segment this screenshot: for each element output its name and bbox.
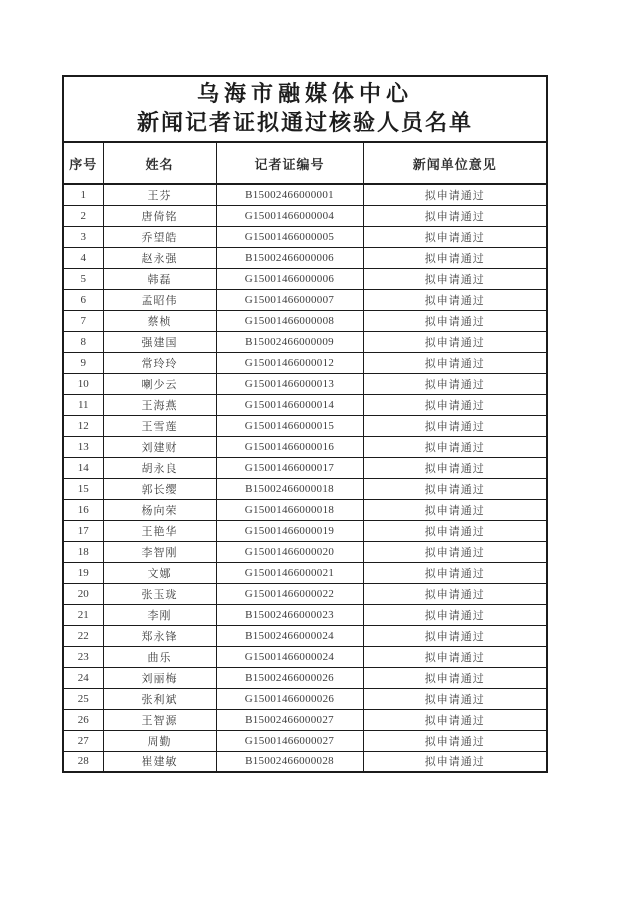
cell-card-number: B15002466000023 <box>216 604 363 625</box>
cell-name: 张玉珑 <box>103 583 216 604</box>
cell-name: 王芬 <box>103 184 216 205</box>
table-row <box>63 520 547 541</box>
cell-card-number: G15001466000021 <box>216 562 363 583</box>
table-body <box>63 184 547 772</box>
cell-name: 李刚 <box>103 604 216 625</box>
cell-card-number: G15001466000024 <box>216 646 363 667</box>
table-row <box>63 226 547 247</box>
table-row <box>63 499 547 520</box>
cell-opinion: 拟申请通过 <box>363 394 547 415</box>
table-row <box>63 646 547 667</box>
cell-index: 16 <box>63 499 103 520</box>
cell-opinion: 拟申请通过 <box>363 751 547 772</box>
cell-opinion: 拟申请通过 <box>363 625 547 646</box>
cell-card-number: G15001466000006 <box>216 268 363 289</box>
cell-name: 刘建财 <box>103 436 216 457</box>
cell-opinion: 拟申请通过 <box>363 583 547 604</box>
cell-opinion: 拟申请通过 <box>363 289 547 310</box>
table-row <box>63 562 547 583</box>
cell-index: 6 <box>63 289 103 310</box>
cell-name: 郑永锋 <box>103 625 216 646</box>
cell-index: 5 <box>63 268 103 289</box>
cell-opinion: 拟申请通过 <box>363 646 547 667</box>
cell-index: 22 <box>63 625 103 646</box>
cell-name: 崔建敏 <box>103 751 216 772</box>
cell-index: 19 <box>63 562 103 583</box>
cell-name: 王艳华 <box>103 520 216 541</box>
cell-index: 25 <box>63 688 103 709</box>
table-row <box>63 583 547 604</box>
cell-index: 4 <box>63 247 103 268</box>
cell-card-number: B15002466000026 <box>216 667 363 688</box>
cell-card-number: B15002466000009 <box>216 331 363 352</box>
cell-opinion: 拟申请通过 <box>363 436 547 457</box>
cell-card-number: G15001466000004 <box>216 205 363 226</box>
cell-opinion: 拟申请通过 <box>363 268 547 289</box>
cell-index: 13 <box>63 436 103 457</box>
table-row <box>63 667 547 688</box>
table-row <box>63 604 547 625</box>
title-line-1: 乌海市融媒体中心 <box>197 81 414 106</box>
cell-index: 8 <box>63 331 103 352</box>
cell-index: 10 <box>63 373 103 394</box>
cell-name: 王雪莲 <box>103 415 216 436</box>
table-header-row <box>63 142 547 184</box>
cell-opinion: 拟申请通过 <box>363 184 547 205</box>
table-row <box>63 394 547 415</box>
cell-name: 孟昭伟 <box>103 289 216 310</box>
cell-opinion: 拟申请通过 <box>363 730 547 751</box>
cell-opinion: 拟申请通过 <box>363 415 547 436</box>
table-row <box>63 751 547 772</box>
cell-index: 11 <box>63 394 103 415</box>
document-title <box>63 76 547 142</box>
cell-opinion: 拟申请通过 <box>363 667 547 688</box>
table-row <box>63 289 547 310</box>
col-header-unit-opinion: 新闻单位意见 <box>363 142 547 184</box>
cell-opinion: 拟申请通过 <box>363 562 547 583</box>
cell-name: 强建国 <box>103 331 216 352</box>
col-header-name: 姓名 <box>103 142 216 184</box>
cell-card-number: B15002466000028 <box>216 751 363 772</box>
table-row <box>63 730 547 751</box>
cell-card-number: G15001466000013 <box>216 373 363 394</box>
cell-card-number: G15001466000007 <box>216 289 363 310</box>
personnel-table <box>62 75 548 773</box>
cell-name: 常玲玲 <box>103 352 216 373</box>
cell-opinion: 拟申请通过 <box>363 688 547 709</box>
cell-name: 韩磊 <box>103 268 216 289</box>
cell-index: 20 <box>63 583 103 604</box>
cell-card-number: G15001466000008 <box>216 310 363 331</box>
cell-index: 26 <box>63 709 103 730</box>
cell-index: 17 <box>63 520 103 541</box>
table-row <box>63 331 547 352</box>
cell-opinion: 拟申请通过 <box>363 457 547 478</box>
cell-opinion: 拟申请通过 <box>363 478 547 499</box>
table-row <box>63 625 547 646</box>
cell-opinion: 拟申请通过 <box>363 709 547 730</box>
cell-opinion: 拟申请通过 <box>363 247 547 268</box>
cell-card-number: G15001466000017 <box>216 457 363 478</box>
table-row <box>63 205 547 226</box>
cell-name: 喇少云 <box>103 373 216 394</box>
cell-name: 王智源 <box>103 709 216 730</box>
cell-index: 15 <box>63 478 103 499</box>
cell-card-number: B15002466000001 <box>216 184 363 205</box>
table-row <box>63 436 547 457</box>
cell-name: 刘丽梅 <box>103 667 216 688</box>
cell-index: 24 <box>63 667 103 688</box>
title-row <box>63 76 547 142</box>
table-row <box>63 373 547 394</box>
cell-card-number: G15001466000012 <box>216 352 363 373</box>
table-row <box>63 247 547 268</box>
cell-index: 7 <box>63 310 103 331</box>
cell-opinion: 拟申请通过 <box>363 331 547 352</box>
cell-index: 21 <box>63 604 103 625</box>
cell-index: 18 <box>63 541 103 562</box>
table-row <box>63 352 547 373</box>
cell-card-number: G15001466000026 <box>216 688 363 709</box>
cell-card-number: G15001466000005 <box>216 226 363 247</box>
cell-name: 胡永良 <box>103 457 216 478</box>
cell-index: 27 <box>63 730 103 751</box>
title-line-2: 新闻记者证拟通过核验人员名单 <box>137 110 474 136</box>
cell-name: 郭长缨 <box>103 478 216 499</box>
table-row <box>63 268 547 289</box>
cell-card-number: G15001466000022 <box>216 583 363 604</box>
cell-opinion: 拟申请通过 <box>363 373 547 394</box>
cell-index: 3 <box>63 226 103 247</box>
cell-opinion: 拟申请通过 <box>363 310 547 331</box>
cell-card-number: G15001466000016 <box>216 436 363 457</box>
table-row <box>63 541 547 562</box>
cell-card-number: G15001466000014 <box>216 394 363 415</box>
table-row <box>63 478 547 499</box>
cell-opinion: 拟申请通过 <box>363 520 547 541</box>
table-row <box>63 688 547 709</box>
cell-name: 杨向荣 <box>103 499 216 520</box>
cell-name: 张利斌 <box>103 688 216 709</box>
table-row <box>63 457 547 478</box>
cell-card-number: G15001466000019 <box>216 520 363 541</box>
cell-name: 李智刚 <box>103 541 216 562</box>
cell-card-number: B15002466000027 <box>216 709 363 730</box>
cell-name: 文娜 <box>103 562 216 583</box>
cell-card-number: G15001466000027 <box>216 730 363 751</box>
cell-name: 唐倚铭 <box>103 205 216 226</box>
cell-index: 23 <box>63 646 103 667</box>
cell-name: 蔡桢 <box>103 310 216 331</box>
cell-card-number: G15001466000018 <box>216 499 363 520</box>
cell-card-number: B15002466000024 <box>216 625 363 646</box>
cell-name: 赵永强 <box>103 247 216 268</box>
cell-name: 王海燕 <box>103 394 216 415</box>
table-row <box>63 184 547 205</box>
cell-name: 乔望皓 <box>103 226 216 247</box>
cell-index: 14 <box>63 457 103 478</box>
cell-card-number: B15002466000006 <box>216 247 363 268</box>
cell-opinion: 拟申请通过 <box>363 352 547 373</box>
cell-index: 12 <box>63 415 103 436</box>
cell-index: 28 <box>63 751 103 772</box>
cell-name: 曲乐 <box>103 646 216 667</box>
cell-index: 1 <box>63 184 103 205</box>
cell-opinion: 拟申请通过 <box>363 205 547 226</box>
cell-opinion: 拟申请通过 <box>363 541 547 562</box>
cell-card-number: G15001466000015 <box>216 415 363 436</box>
col-header-index: 序号 <box>63 142 103 184</box>
cell-opinion: 拟申请通过 <box>363 499 547 520</box>
cell-index: 2 <box>63 205 103 226</box>
cell-name: 周勤 <box>103 730 216 751</box>
cell-opinion: 拟申请通过 <box>363 226 547 247</box>
col-header-card-number: 记者证编号 <box>216 142 363 184</box>
table-row <box>63 415 547 436</box>
table-row <box>63 310 547 331</box>
cell-card-number: G15001466000020 <box>216 541 363 562</box>
cell-opinion: 拟申请通过 <box>363 604 547 625</box>
cell-card-number: B15002466000018 <box>216 478 363 499</box>
cell-index: 9 <box>63 352 103 373</box>
table-row <box>63 709 547 730</box>
